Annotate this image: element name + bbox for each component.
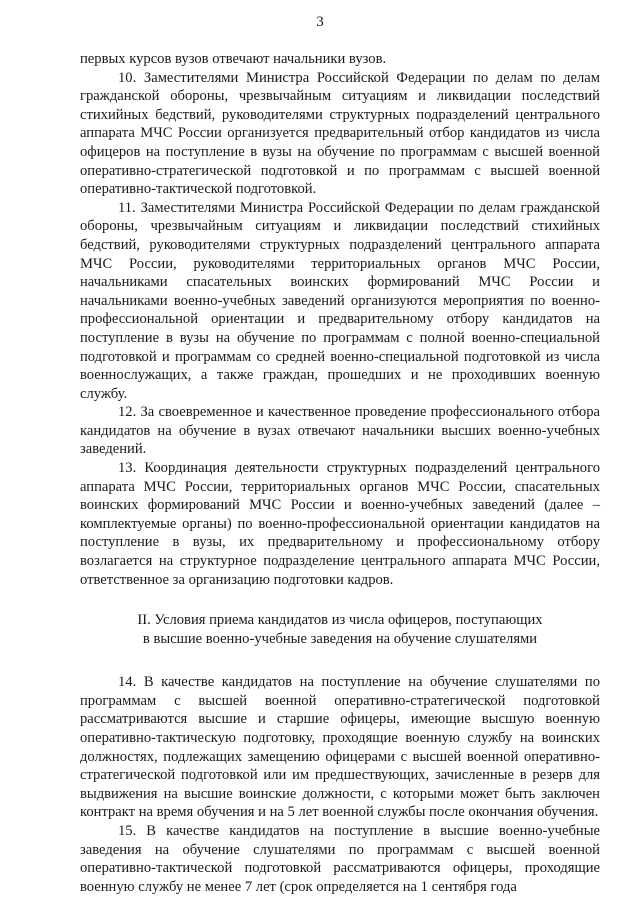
page-number: 3: [316, 14, 324, 30]
paragraph-14: 14. В качестве кандидатов на поступление на обучение слушателями по программам с высшей военной оперативно-стратегической подготовкой рассматриваются высшие и старшие офицеры, имеющие высшую военную оперативно-тактическую подготовку, проходящие военную службу на воинских должностях, подлежащих замещению офицерами с высшей военной оперативно-стратегической подготовкой или им предшествующих, зачисленные в резерв для выдвижения на высшие воинские должности, с которыми может быть заключен контракт на время обучения и на 5 лет военной службы после окончания обучения.: [80, 674, 600, 821]
document-body: [80, 50, 600, 896]
section-heading-line-2: в высшие военно-учебные заведения на обучение слушателями: [142, 631, 538, 648]
paragraph-10: 10. Заместителями Министра Российской Федерации по делам по делам гражданской обороны, чрезвычайным ситуациям и ликвидации последствий стихийных бедствий, руководителями структурных подразделений центрального аппарата МЧС России организуется предварительный отбор кандидатов из числа офицеров на поступление в вузы на обучение по программам с высшей военной оперативно-стратегической подготовкой и по программам с высшей военной оперативно-тактической подготовкой.: [80, 69, 600, 198]
paragraph-11: 11. Заместителями Министра Российской Федерации по делам гражданской обороны, чрезвычайным ситуациям и ликвидации последствий стихийных бедствий, руководителями структурных подразделений центрального аппарата МЧС России, руководителями территориальных органов МЧС России, начальниками спасательных воинских формирований МЧС России и начальниками военно-учебных заведений организуются мероприятия по военно-профессиональной ориентации и предварительному отбору кандидатов на поступление в вузы на обучение по программам с полной военно-специальной подготовкой и программам со средней военно-специальной подготовкой из числа военнослужащих, а также граждан, прошедших и не проходивших военную службу.: [80, 199, 600, 402]
section-heading-line-1: II. Условия приема кандидатов из числа офицеров, поступающих: [137, 612, 543, 629]
section-heading: [80, 611, 600, 649]
paragraph-15: 15. В качестве кандидатов на поступление в высшие военно-учебные заведения на обучение слушателями по программам с высшей военной оперативно-тактической подготовкой рассматриваются офицеры, проходящие военную службу не менее 7 лет (срок определяется на 1 сентября года: [80, 822, 600, 895]
paragraph-12: 12. За своевременное и качественное проведение профессионального отбора кандидатов на обучение в вузах отвечают начальники высших военно-учебных заведений.: [80, 404, 600, 458]
paragraph-13: 13. Координация деятельности структурных подразделений центрального аппарата МЧС России, территориальных органов МЧС России, спасательных воинских формирований МЧС России и военно-учебных заведений (далее – комплектуемые органы) по военно-профессиональной ориентации кандидатов на поступление в вузы, их предварительному и профессиональному отбору возлагается на структурное подразделение центрального аппарата МЧС России, ответственное за организацию подготовки кадров.: [80, 460, 600, 588]
paragraph-continuation: первых курсов вузов отвечают начальники вузов.: [80, 51, 387, 67]
